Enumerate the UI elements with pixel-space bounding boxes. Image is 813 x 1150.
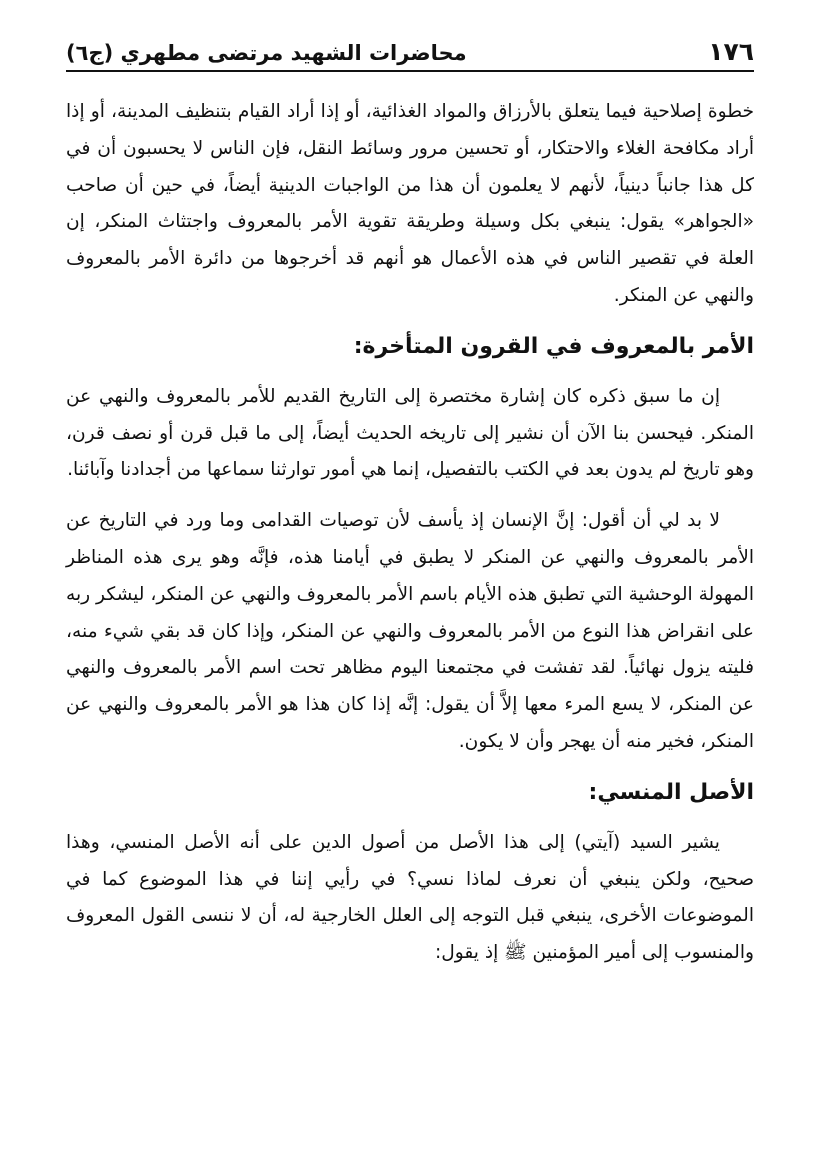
- page-body: [66, 94, 754, 972]
- page-number: ١٧٦: [708, 37, 754, 66]
- paragraph-3: لا بد لي أن أقول: إنَّ الإنسان إذ يأسف لأن توصيات القدامى وما ورد في التاريخ عن الأمر بالمعروف والنهي عن المنكر لا يطبق في أيامنا هذه، فإنَّه وهو يرى هذه المناظر المهولة الوحشية التي تطبق هذه الأيام باسم الأمر بالمعروف والنهي عن المنكر، ليشكر ربه على انقراض هذا النوع من الأمر بالمعروف والنهي عن المنكر، وإذا كان قد بقي شيء منه، فليته يزول نهائياً. لقد تفشت في مجتمعنا اليوم مظاهر تحت اسم الأمر بالمعروف والنهي عن المنكر، لا يسع المرء معها إلاَّ أن يقول: إنَّه إذا كان هذا هو الأمر بالمعروف والنهي عن المنكر، فخير منه أن يهجر وأن لا يكون.: [66, 510, 754, 752]
- paragraph-1: خطوة إصلاحية فيما يتعلق بالأرزاق والمواد الغذائية، أو إذا أراد القيام بتنظيف المدينة، أو إذا أراد مكافحة الغلاء والاحتكار، أو تحسين مرور وسائط النقل، فإن الناس لا يحسبون أن في كل هذا جانباً دينياً، لأنهم لا يعلمون أن هذا من الواجبات الدينية أيضاً، في حين أن صاحب «الجواهر» يقول: ينبغي بكل وسيلة وطريقة تقوية الأمر بالمعروف واجتثاث المنكر، إن العلة في تقصير الناس في هذه الأعمال هو أنهم قد أخرجوها من دائرة الأمر بالمعروف والنهي عن المنكر.: [66, 101, 754, 306]
- paragraph-4: يشير السيد (آيتي) إلى هذا الأصل من أصول الدين على أنه الأصل المنسي، وهذا صحيح، ولكن ينبغي أن نعرف لماذا نسي؟ في رأيي إننا في هذا الموضوع كما في الموضوعات الأخرى، ينبغي قبل التوجه إلى العلل الخارجية له، أن لا ننسى القول المعروف والمنسوب إلى أمير المؤمنين ﷺ إذ يقول:: [66, 831, 754, 964]
- section-heading-forgotten-principle: الأصل المنسي:: [588, 779, 754, 805]
- paragraph-2: إن ما سبق ذكره كان إشارة مختصرة إلى التاريخ القديم للأمر بالمعروف والنهي عن المنكر. فيحسن بنا الآن أن نشير إلى تاريخه الحديث أيضاً، إلى ما قبل قرن أو نصف قرن، وهو تاريخ لم يدون بعد في الكتب بالتفصيل، إنما هي أمور توارثنا سماعها من أجدادنا وآبائنا.: [66, 385, 754, 481]
- page-header: [66, 26, 754, 72]
- running-title: محاضرات الشهيد مرتضى مطهري (ج٦): [66, 41, 467, 65]
- section-heading-later-centuries: الأمر بالمعروف في القرون المتأخرة:: [353, 333, 754, 359]
- book-page: [66, 26, 754, 1136]
